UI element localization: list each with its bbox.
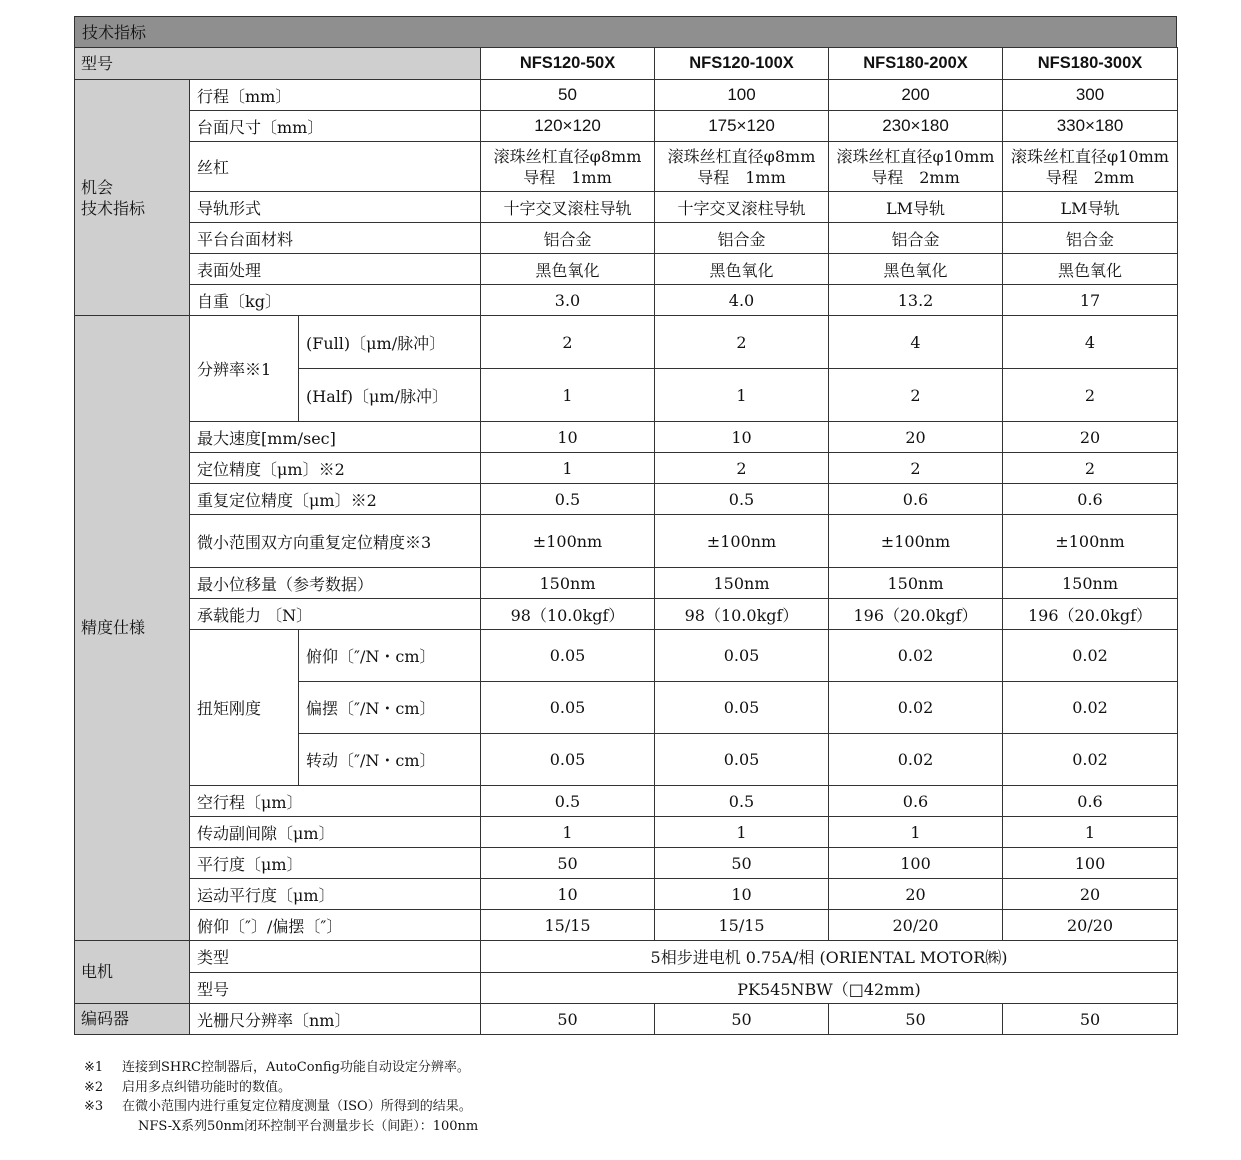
row-label: 行程〔mm〕	[190, 80, 481, 111]
value-cell: 20	[1003, 879, 1178, 910]
resolution-row	[75, 316, 1178, 369]
precision-row	[75, 422, 1178, 453]
value-cell: 0.02	[1003, 734, 1178, 786]
value-cell: 1	[655, 369, 829, 422]
value-cell: 1	[481, 453, 655, 484]
footnotes	[84, 1058, 478, 1136]
value-cell: ±100nm	[655, 515, 829, 568]
value-cell: 50	[481, 80, 655, 111]
torque-row	[75, 630, 1178, 682]
value-cell: 10	[481, 879, 655, 910]
value-cell: 2	[655, 316, 829, 369]
cell-line: 滚珠丝杠直径φ10mm	[1011, 146, 1169, 166]
value-cell: 196（20.0kgf）	[829, 599, 1003, 630]
value-cell: 330×180	[1003, 111, 1178, 142]
cell-line: 导程 1mm	[697, 167, 786, 187]
cell-line: 滚珠丝杠直径φ8mm	[667, 146, 816, 166]
value-cell	[481, 142, 655, 192]
value-cell: 230×180	[829, 111, 1003, 142]
row-label: (Half)〔μm/脉冲〕	[299, 369, 481, 422]
value-cell: 120×120	[481, 111, 655, 142]
row-label: (Full)〔μm/脉冲〕	[299, 316, 481, 369]
value-cell: 150nm	[1003, 568, 1178, 599]
value-cell: 20	[1003, 422, 1178, 453]
row-label: 导轨形式	[190, 192, 481, 223]
value-cell: 98（10.0kgf）	[655, 599, 829, 630]
value-cell: 4.0	[655, 285, 829, 316]
table-title: 技术指标	[74, 16, 1177, 47]
value-cell: 0.5	[655, 484, 829, 515]
value-cell: 150nm	[655, 568, 829, 599]
value-cell: 10	[655, 422, 829, 453]
value-cell: 0.02	[1003, 682, 1178, 734]
value-cell: 1	[655, 817, 829, 848]
value-cell: 黑色氧化	[481, 254, 655, 285]
row-label: 空行程〔μm〕	[190, 786, 481, 817]
resolution-label: 分辨率※1	[190, 316, 299, 422]
value-cell: 0.02	[829, 682, 1003, 734]
value-cell: 0.02	[1003, 630, 1178, 682]
cell-line: 滚珠丝杠直径φ10mm	[836, 146, 995, 166]
value-cell: 150nm	[481, 568, 655, 599]
row-label: 平台台面材料	[190, 223, 481, 254]
value-cell: ±100nm	[1003, 515, 1178, 568]
motor-row	[75, 941, 1178, 973]
precision-row	[75, 786, 1178, 817]
row-label: 表面处理	[190, 254, 481, 285]
value-cell: 0.6	[1003, 786, 1178, 817]
value-cell: 50	[655, 1004, 829, 1035]
value-cell: 20	[829, 879, 1003, 910]
value-cell: 10	[481, 422, 655, 453]
mech-row	[75, 142, 1178, 192]
row-label: 转动〔″/N・cm〕	[299, 734, 481, 786]
row-label: 光栅尺分辨率〔nm〕	[190, 1004, 481, 1035]
value-cell: LM导轨	[1003, 192, 1178, 223]
value-cell: 196（20.0kgf）	[1003, 599, 1178, 630]
row-label: 微小范围双方向重复定位精度※3	[190, 515, 481, 568]
value-cell: LM导轨	[829, 192, 1003, 223]
value-cell: 0.05	[655, 682, 829, 734]
footnote-1: ※1 连接到SHRC控制器后，AutoConfig功能自动设定分辨率。	[84, 1060, 470, 1075]
precision-row	[75, 910, 1178, 941]
value-cell: 铝合金	[655, 223, 829, 254]
value-cell: 0.6	[829, 786, 1003, 817]
cell-line: 机会	[81, 177, 114, 197]
value-cell: 100	[829, 848, 1003, 879]
value-cell: 20/20	[829, 910, 1003, 941]
value-cell: 0.02	[829, 630, 1003, 682]
value-cell: 0.6	[1003, 484, 1178, 515]
value-cell: 50	[655, 848, 829, 879]
row-label: 传动副间隙〔μm〕	[190, 817, 481, 848]
precision-row	[75, 879, 1178, 910]
cell-line: 导程 1mm	[523, 167, 612, 187]
value-cell	[829, 142, 1003, 192]
model-header: NFS180-200X	[829, 48, 1003, 80]
group-precision: 精度仕様	[75, 316, 190, 941]
cell-line: 滚珠丝杠直径φ8mm	[493, 146, 642, 166]
group-encoder: 编码器	[75, 1004, 190, 1035]
precision-row	[75, 484, 1178, 515]
mech-row	[75, 80, 1178, 111]
row-label: 俯仰〔″/N・cm〕	[299, 630, 481, 682]
spec-table	[74, 47, 1178, 1035]
value-cell: 2	[829, 369, 1003, 422]
value-cell: ±100nm	[829, 515, 1003, 568]
value-cell: 铝合金	[1003, 223, 1178, 254]
value-cell: 1	[1003, 817, 1178, 848]
value-cell: 2	[829, 453, 1003, 484]
value-cell: 0.05	[481, 630, 655, 682]
group-motor: 电机	[75, 941, 190, 1004]
torque-label: 扭矩刚度	[190, 630, 299, 786]
value-cell: 50	[481, 848, 655, 879]
value-cell: 50	[481, 1004, 655, 1035]
precision-row	[75, 568, 1178, 599]
row-label: 重复定位精度〔μm〕※2	[190, 484, 481, 515]
footnote-3: ※3 在微小范围内进行重复定位精度测量（ISO）所得到的结果。	[84, 1099, 472, 1114]
value-cell: 4	[829, 316, 1003, 369]
value-cell: 2	[655, 453, 829, 484]
value-cell: 十字交叉滚柱导轨	[655, 192, 829, 223]
precision-row	[75, 453, 1178, 484]
value-cell: 20	[829, 422, 1003, 453]
value-cell: 175×120	[655, 111, 829, 142]
row-label: 最大速度[mm/sec]	[190, 422, 481, 453]
value-cell: 铝合金	[829, 223, 1003, 254]
value-cell: 300	[1003, 80, 1178, 111]
model-label: 型号	[75, 48, 481, 80]
row-label: 偏摆〔″/N・cm〕	[299, 682, 481, 734]
value-cell: 2	[481, 316, 655, 369]
mech-row	[75, 111, 1178, 142]
value-cell: 15/15	[481, 910, 655, 941]
precision-row	[75, 515, 1178, 568]
mech-row	[75, 285, 1178, 316]
model-header: NFS180-300X	[1003, 48, 1178, 80]
value-cell: 0.02	[829, 734, 1003, 786]
motor-type-value: 5相步进电机 0.75A/相 (ORIENTAL MOTOR㈱)	[481, 941, 1178, 973]
value-cell: 15/15	[655, 910, 829, 941]
value-cell: 黑色氧化	[1003, 254, 1178, 285]
motor-model-value: PK545NBW（□42mm)	[481, 973, 1178, 1004]
row-label: 最小位移量（参考数据）	[190, 568, 481, 599]
row-label: 丝杠	[190, 142, 481, 192]
value-cell: 10	[655, 879, 829, 910]
mech-row	[75, 254, 1178, 285]
model-header: NFS120-50X	[481, 48, 655, 80]
value-cell: 黑色氧化	[829, 254, 1003, 285]
value-cell: 1	[481, 369, 655, 422]
encoder-row	[75, 1004, 1178, 1035]
cell-line: 技术指标	[81, 198, 146, 218]
mech-row	[75, 192, 1178, 223]
value-cell: 17	[1003, 285, 1178, 316]
row-label: 运动平行度〔μm〕	[190, 879, 481, 910]
footnote-3-continuation: NFS-X系列50nm闭环控制平台测量步长（间距）：100nm	[138, 1118, 479, 1134]
model-header: NFS120-100X	[655, 48, 829, 80]
group-mechanical	[75, 80, 190, 316]
value-cell: 铝合金	[481, 223, 655, 254]
value-cell: 0.05	[655, 734, 829, 786]
cell-line: 导程 2mm	[871, 167, 960, 187]
value-cell: 50	[829, 1004, 1003, 1035]
value-cell: 20/20	[1003, 910, 1178, 941]
row-label: 承载能力 〔N〕	[190, 599, 481, 630]
value-cell: 200	[829, 80, 1003, 111]
value-cell: 150nm	[829, 568, 1003, 599]
spec-sheet	[74, 16, 1177, 1035]
value-cell: 0.5	[655, 786, 829, 817]
row-label: 定位精度〔μm〕※2	[190, 453, 481, 484]
value-cell: 50	[1003, 1004, 1178, 1035]
row-label: 俯仰〔″〕/偏摆〔″〕	[190, 910, 481, 941]
value-cell: 100	[655, 80, 829, 111]
value-cell: 0.05	[481, 734, 655, 786]
value-cell: 0.05	[655, 630, 829, 682]
value-cell: 2	[1003, 453, 1178, 484]
row-label: 平行度〔μm〕	[190, 848, 481, 879]
value-cell: 0.5	[481, 484, 655, 515]
value-cell: 13.2	[829, 285, 1003, 316]
row-label: 自重〔kg〕	[190, 285, 481, 316]
mech-row	[75, 223, 1178, 254]
value-cell: 0.5	[481, 786, 655, 817]
value-cell: 100	[1003, 848, 1178, 879]
value-cell: 黑色氧化	[655, 254, 829, 285]
value-cell: 4	[1003, 316, 1178, 369]
value-cell: 98（10.0kgf）	[481, 599, 655, 630]
value-cell: 十字交叉滚柱导轨	[481, 192, 655, 223]
header-row	[75, 48, 1178, 80]
precision-row	[75, 599, 1178, 630]
value-cell	[1003, 142, 1178, 192]
row-label: 类型	[190, 941, 481, 973]
value-cell: 0.6	[829, 484, 1003, 515]
row-label: 型号	[190, 973, 481, 1004]
value-cell: 1	[481, 817, 655, 848]
precision-row	[75, 817, 1178, 848]
cell-line: 导程 2mm	[1045, 167, 1135, 187]
value-cell: 3.0	[481, 285, 655, 316]
value-cell: 2	[1003, 369, 1178, 422]
precision-row	[75, 848, 1178, 879]
value-cell: 0.05	[481, 682, 655, 734]
row-label: 台面尺寸〔mm〕	[190, 111, 481, 142]
value-cell	[655, 142, 829, 192]
value-cell: ±100nm	[481, 515, 655, 568]
footnote-2: ※2 启用多点纠错功能时的数值。	[84, 1079, 292, 1095]
motor-row	[75, 973, 1178, 1004]
value-cell: 1	[829, 817, 1003, 848]
